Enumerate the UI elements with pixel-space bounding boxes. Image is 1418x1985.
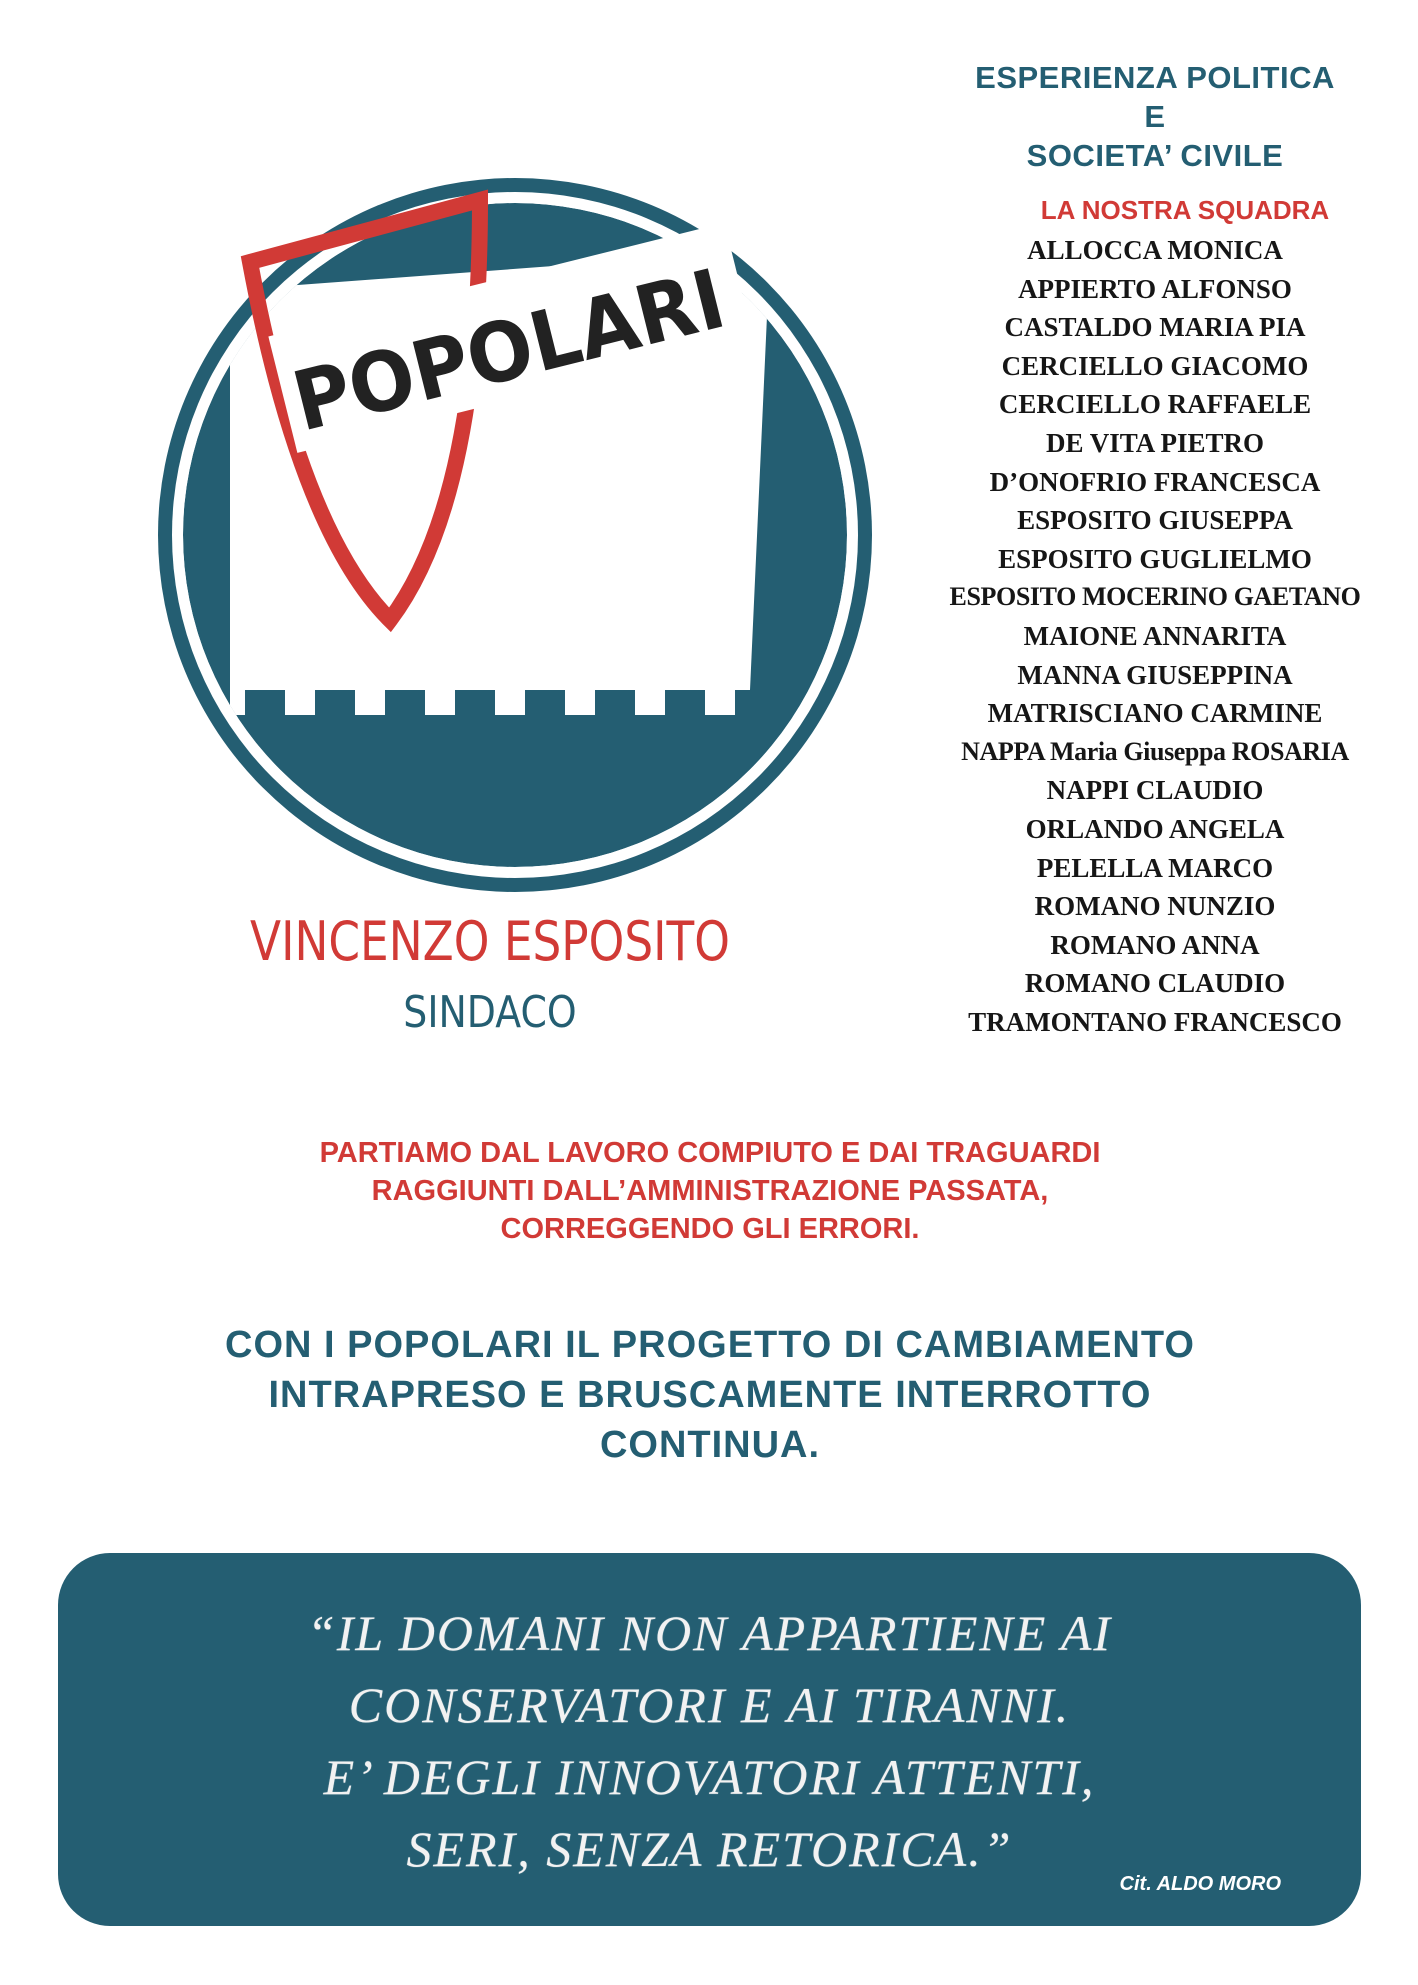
statement-red-line-3: CORREGGENDO GLI ERRORI.	[500, 1213, 920, 1245]
team-title: LA NOSTRA SQUADRA	[1040, 195, 1330, 225]
list-item: D’ONOFRIO FRANCESCA	[989, 466, 1321, 497]
list-item: ESPOSITO GUGLIELMO	[998, 543, 1312, 574]
header-line-1: ESPERIENZA POLITICA	[975, 60, 1335, 95]
list-item: ORLANDO ANGELA	[1025, 813, 1285, 844]
list-item: ROMANO ANNA	[1050, 929, 1260, 960]
list-item: ESPOSITO MOCERINO GAETANO	[949, 582, 1361, 612]
quote-line-1: “IL DOMANI NON APPARTIENE AI	[306, 1605, 1113, 1661]
list-item: CERCIELLO RAFFAELE	[998, 389, 1312, 420]
logo-party-name: POPOLARI	[284, 244, 763, 451]
list-item: TRAMONTANO FRANCESCO	[968, 1006, 1342, 1037]
quote-line-4: SERI, SENZA RETORICA.”	[406, 1821, 1013, 1877]
team-column	[920, 58, 1390, 1041]
statement-blue-line-2: INTRAPRESO E BRUSCAMENTE INTERROTTO	[268, 1374, 1152, 1416]
list-item: PELELLA MARCO	[1036, 852, 1274, 883]
list-item: NAPPI CLAUDIO	[1046, 775, 1264, 806]
list-item: ALLOCCA MONICA	[1027, 235, 1283, 265]
team-list	[920, 231, 1390, 1041]
list-item: DE VITA PIETRO	[1045, 427, 1265, 458]
popolari-logo	[150, 170, 880, 900]
list-item: MAIONE ANNARITA	[1023, 620, 1287, 651]
list-item: MANNA GIUSEPPINA	[1017, 659, 1293, 690]
candidate-name: VINCENZO ESPOSITO	[250, 910, 730, 973]
party-logo-block	[0, 0, 900, 1080]
list-item: APPIERTO ALFONSO	[1018, 273, 1292, 304]
statement-blue-line-3: CONTINUA.	[599, 1424, 821, 1466]
quote-line-2: CONSERVATORI E AI TIRANNI.	[348, 1677, 1071, 1733]
quote-line-3: E’ DEGLI INNOVATORI ATTENTI,	[323, 1749, 1096, 1805]
quote-box	[58, 1553, 1361, 1926]
list-item: ROMANO NUNZIO	[1034, 891, 1276, 922]
statement-blue	[100, 1320, 1320, 1470]
header-line-3: SOCIETA’ CIVILE	[1026, 138, 1284, 173]
statement-blue-line-1: CON I POPOLARI IL PROGETTO DI CAMBIAMENTO	[225, 1324, 1195, 1366]
list-item: CERCIELLO GIACOMO	[1001, 350, 1309, 381]
list-item: MATRISCIANO CARMINE	[987, 698, 1323, 729]
quote-citation: Cit. ALDO MORO	[1119, 1873, 1281, 1895]
header-line-2: E	[1144, 99, 1166, 134]
list-item: ROMANO CLAUDIO	[1024, 968, 1286, 999]
statement-red-line-2: RAGGIUNTI DALL’AMMINISTRAZIONE PASSATA,	[371, 1175, 1049, 1207]
statement-red-line-1: PARTIAMO DAL LAVORO COMPIUTO E DAI TRAGUARDI	[319, 1137, 1101, 1169]
list-item: NAPPA Maria Giuseppa ROSARIA	[961, 736, 1349, 766]
statement-red	[170, 1134, 1250, 1248]
candidate-role: SINDACO	[403, 987, 577, 1038]
list-item: ESPOSITO GIUSEPPA	[1017, 505, 1293, 536]
quote-text	[58, 1597, 1361, 1885]
list-item: CASTALDO MARIA PIA	[1004, 312, 1306, 343]
